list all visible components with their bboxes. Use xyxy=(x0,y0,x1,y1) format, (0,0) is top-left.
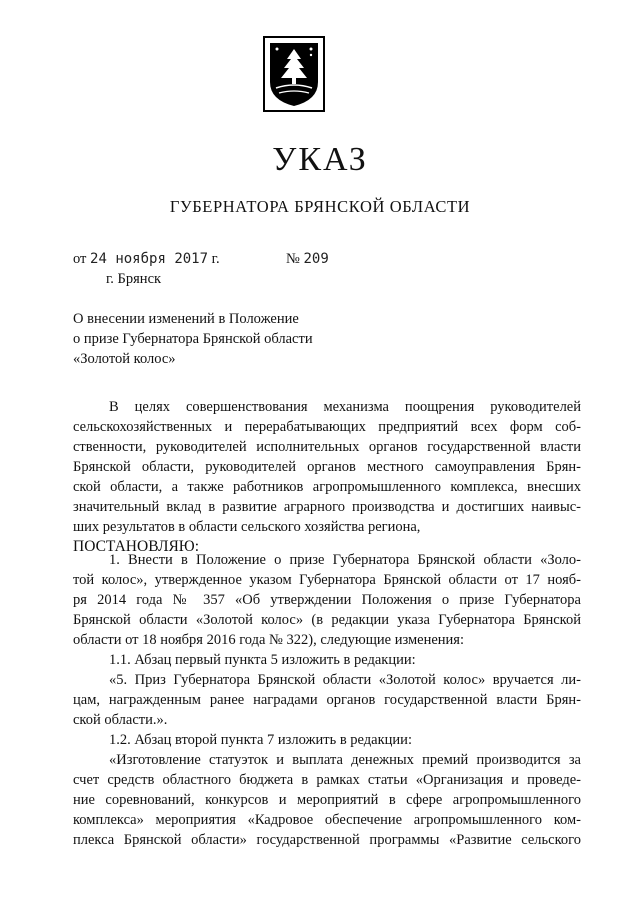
body-line: плекса Брянской области» государственной программы «Развитие сельского xyxy=(73,832,581,848)
preamble-line: значительный вклад в развитие аграрного производства и достигших наивыс- xyxy=(73,499,581,515)
body-line: цам, награжденным ранее наградами органов государственной власти Брян- xyxy=(73,692,581,708)
number-prefix: № xyxy=(286,251,300,267)
body-line: ской области.». xyxy=(73,712,168,728)
document-subtitle: ГУБЕРНАТОРА БРЯНСКОЙ ОБЛАСТИ xyxy=(169,197,471,216)
body-text xyxy=(73,550,581,850)
city: г. Брянск xyxy=(106,271,162,287)
body-line: 1.2. Абзац второй пункта 7 изложить в редакции: xyxy=(109,732,412,748)
body-line: области от 18 ноября 2016 года № 322), следующие изменения: xyxy=(73,632,465,648)
preamble-paragraph xyxy=(73,397,581,557)
date-handwritten: 24 ноября 2017 xyxy=(90,251,209,267)
body-line: 1. Внести в Положение о призе Губернатора Брянской области «Золо- xyxy=(109,552,581,568)
preamble-line: сельскохозяйственных и перерабатывающих предприятий всех форм соб- xyxy=(73,419,581,435)
body-line: ние соревнований, конкурсов и мероприятий в сфере агропромышленного xyxy=(73,792,581,808)
body-line: Брянской области «Золотой колос» (в редакции указа Губернатора Брянской xyxy=(73,612,581,628)
subject-line: «Золотой колос» xyxy=(73,351,176,367)
body-line: «5. Приз Губернатора Брянской области «Золотой колос» вручается ли- xyxy=(109,672,581,688)
decree-word: ПОСТАНОВЛЯЮ: xyxy=(73,538,200,555)
coat-of-arms-emblem xyxy=(263,36,325,112)
body-line: 1.1. Абзац первый пункта 5 изложить в редакции: xyxy=(109,652,416,668)
date-line xyxy=(73,250,220,268)
preamble-line: ственности, руководителей исполнительных органов государственной власти xyxy=(73,439,581,455)
date-suffix: г. xyxy=(211,251,220,267)
document-title: УКАЗ xyxy=(272,141,368,178)
preamble-line: ской области, а также работников агропромышленного комплекса, внесших xyxy=(73,479,581,495)
number-line xyxy=(286,250,329,268)
subject-line: О внесении изменений в Положение xyxy=(73,311,299,327)
body-line: «Изготовление статуэток и выплата денежных премий производится за xyxy=(109,752,581,768)
body-line: комплекса» мероприятия «Кадровое обеспечение агропромышленного ком- xyxy=(73,812,581,828)
subject-line: о призе Губернатора Брянской области xyxy=(73,331,313,347)
preamble-line: ших результатов в области сельского хозяйства региона, xyxy=(73,519,421,535)
body-line: ря 2014 года № 357 «Об утверждении Положения о призе Губернатора xyxy=(73,592,581,608)
body-line: счет средств областного бюджета в рамках статьи «Организация и проведе- xyxy=(73,772,581,788)
date-prefix: от xyxy=(73,251,87,267)
number-handwritten: 209 xyxy=(303,251,329,267)
preamble-line: Брянской области, руководителей органов местного самоуправления Брян- xyxy=(73,459,581,475)
preamble-line: В целях совершенствования механизма поощрения руководителей xyxy=(109,399,581,415)
subject-block xyxy=(73,309,373,369)
body-line: той колос», утвержденное указом Губернатора Брянской области от 17 нояб- xyxy=(73,572,581,588)
